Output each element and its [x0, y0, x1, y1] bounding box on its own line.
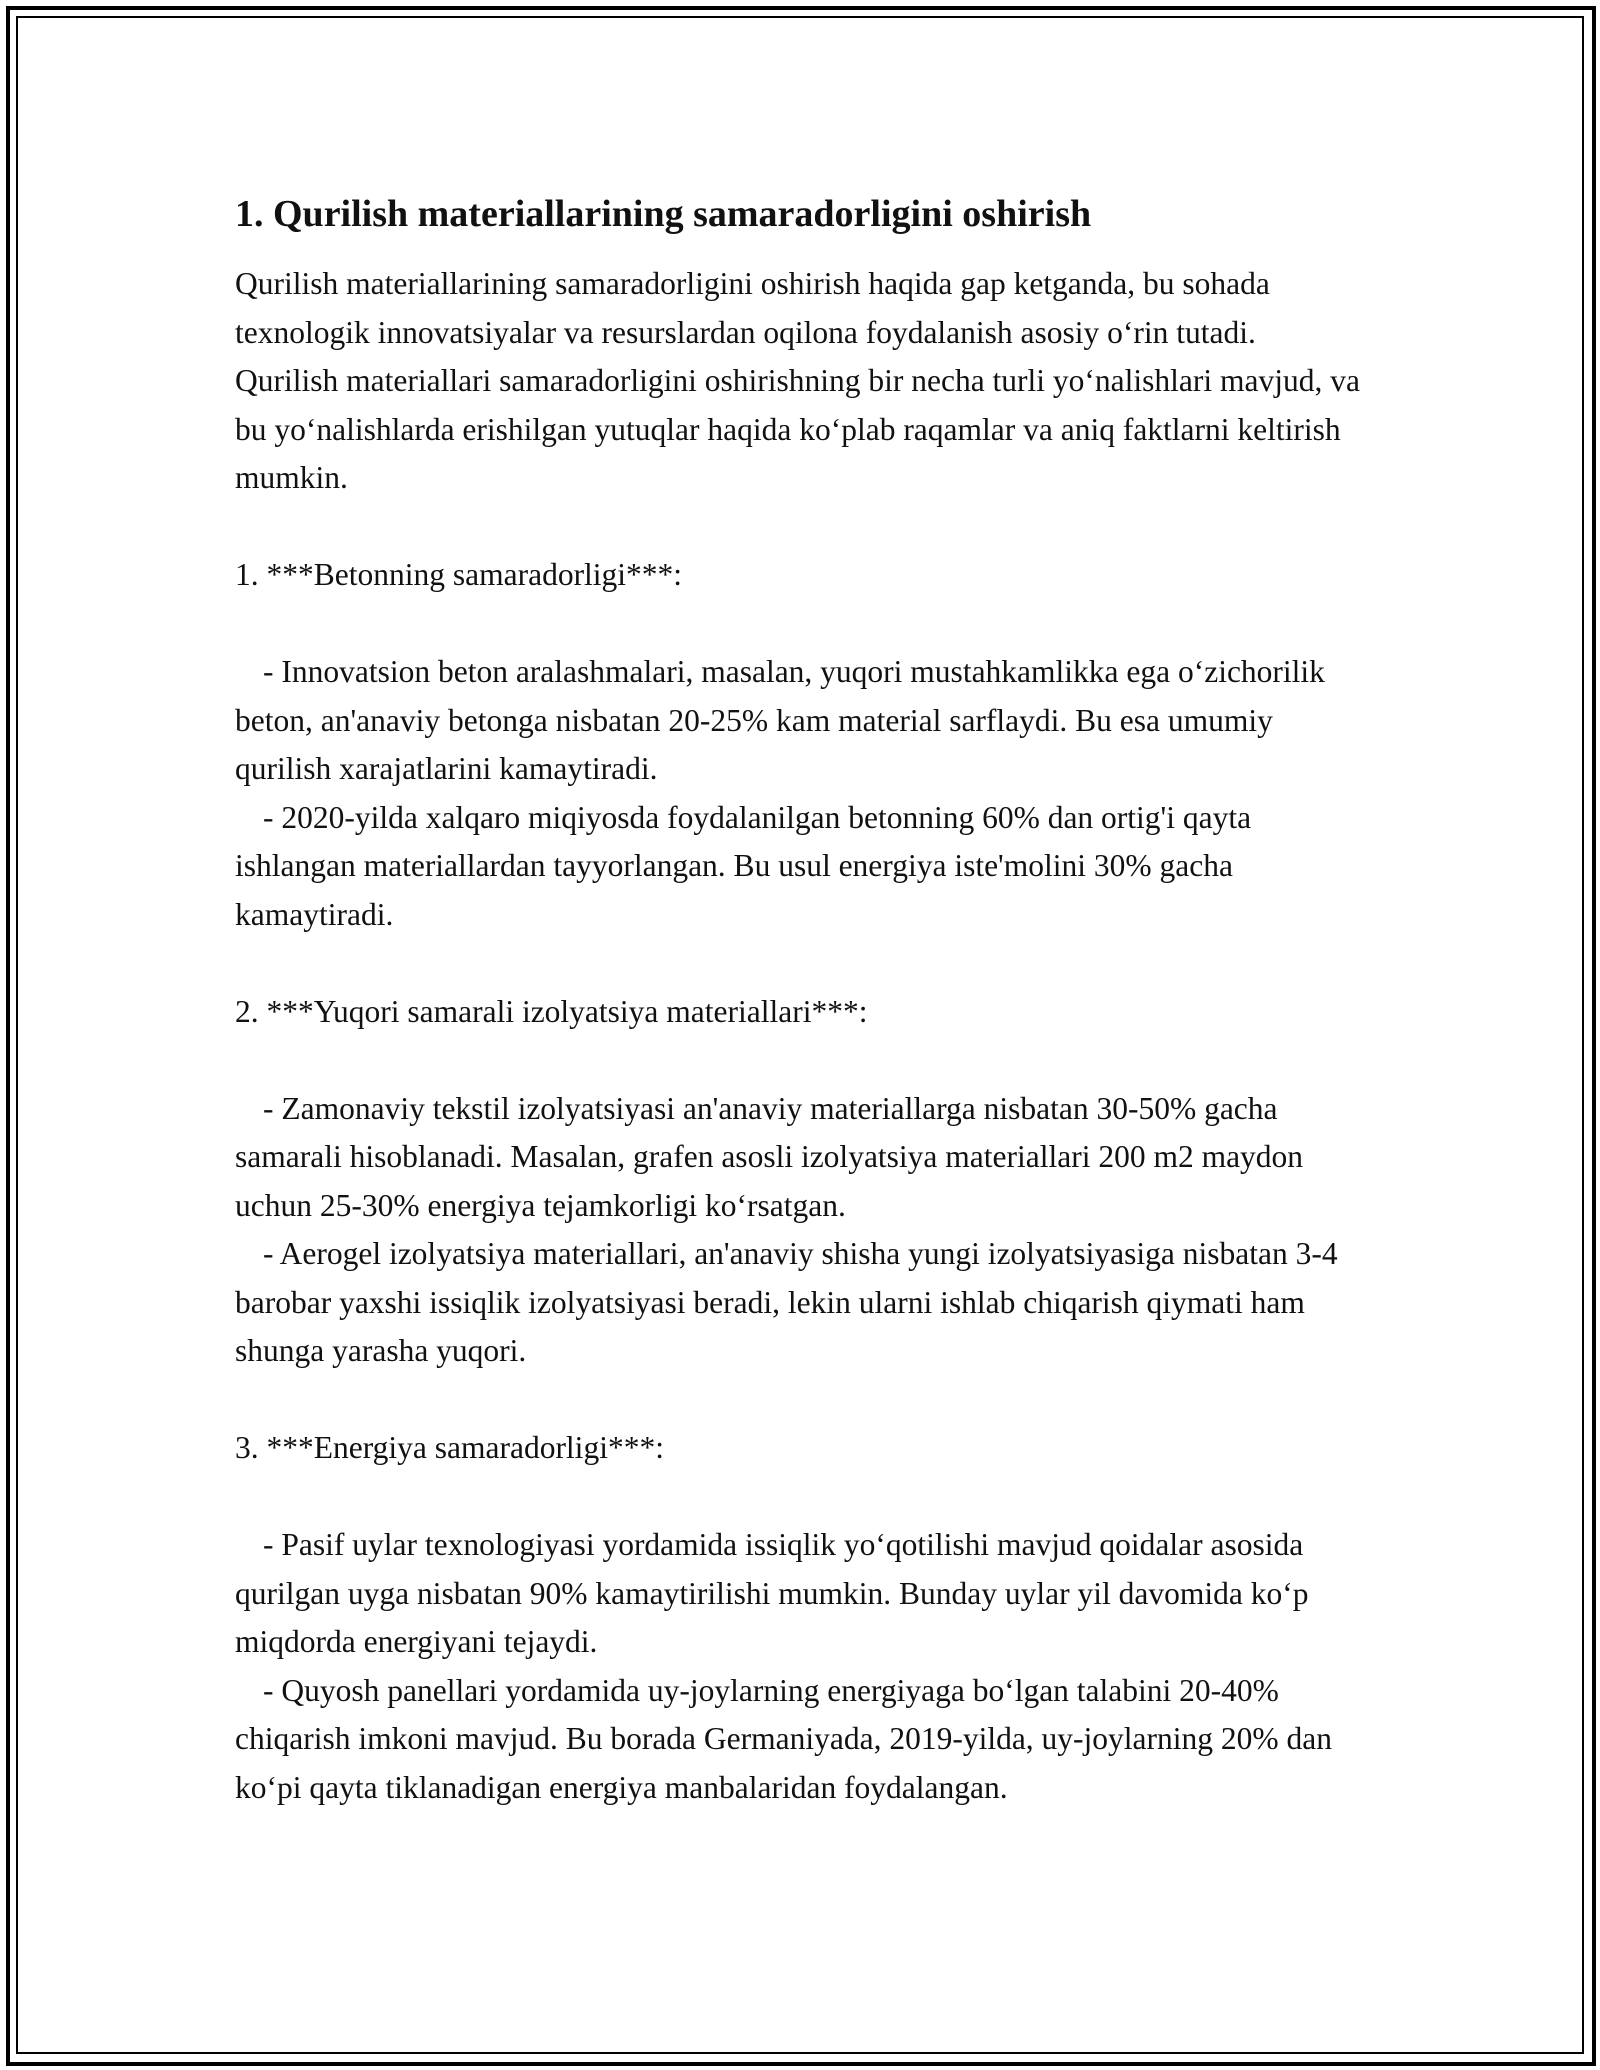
document-body	[235, 180, 1365, 1812]
spacer	[235, 600, 1365, 649]
section-heading: 3. ***Energiya samaradorligi***:	[235, 1430, 664, 1465]
intro-paragraph: Qurilish materiallarining samaradorligini oshirish haqida gap ketganda, bu sohada texnologik innovatsiyalar va resurslardan oqilona foydalanish asosiy o‘rin tutadi. Qurilish materiallari samaradorligini oshirishning bir necha turli yo‘nalishlari mavjud, va bu yo‘nalishlarda erishilgan yutuqlar haqida ko‘plab raqamlar va aniq faktlarni keltirish mumkin.	[235, 266, 1360, 495]
section-heading: 1. ***Betonning samaradorligi***:	[235, 557, 683, 592]
bullet-item: - Innovatsion beton aralashmalari, masalan, yuqori mustahkamlikka ega o‘zichorilik beton, an'anaviy betonga nisbatan 20-25% kam material sarflaydi. Bu esa umumiy qurilish xarajatlarini kamaytiradi.	[235, 654, 1325, 786]
spacer	[235, 503, 1365, 552]
spacer	[235, 1376, 1365, 1425]
section-3	[235, 1424, 1365, 1812]
bullet-item: - Quyosh panellari yordamida uy-joylarning energiyaga bo‘lgan talabini 20-40% chiqarish imkoni mavjud. Bu borada Germaniyada, 2019-yilda, uy-joylarning 20% dan ko‘pi qayta tiklanadigan energiya manbalaridan foydalangan.	[235, 1672, 1332, 1805]
spacer	[235, 1473, 1365, 1522]
document-title: 1. Qurilish materiallarining samaradorligini oshirish	[235, 193, 1092, 235]
section-1	[235, 551, 1365, 939]
bullet-item: - Pasif uylar texnologiyasi yordamida issiqlik yo‘qotilishi mavjud qoidalar asosida qurilgan uyga nisbatan 90% kamaytirilishi mumkin. Bunday uylar yil davomida ko‘p miqdorda energiyani tejaydi.	[235, 1527, 1309, 1659]
section-2	[235, 988, 1365, 1376]
spacer	[235, 939, 1365, 988]
spacer	[235, 1036, 1365, 1085]
bullet-item: - 2020-yilda xalqaro miqiyosda foydalanilgan betonning 60% dan ortig'i qayta ishlangan materiallardan tayyorlangan. Bu usul energiya iste'molini 30% gacha kamaytiradi.	[235, 799, 1252, 932]
bullet-item: - Zamonaviy tekstil izolyatsiyasi an'anaviy materiallarga nisbatan 30-50% gacha samarali hisoblanadi. Masalan, grafen asosli izolyatsiya materiallari 200 m2 maydon uchun 25-30% energiya tejamkorligi ko‘rsatgan.	[235, 1090, 1304, 1223]
bullet-item: - Aerogel izolyatsiya materiallari, an'anaviy shisha yungi izolyatsiyasiga nisbatan 3-4 barobar yaxshi issiqlik izolyatsiyasi beradi, lekin ularni ishlab chiqarish qiymati ham shunga yarasha yuqori.	[235, 1236, 1338, 1368]
section-heading: 2. ***Yuqori samarali izolyatsiya materiallari***:	[235, 993, 868, 1029]
